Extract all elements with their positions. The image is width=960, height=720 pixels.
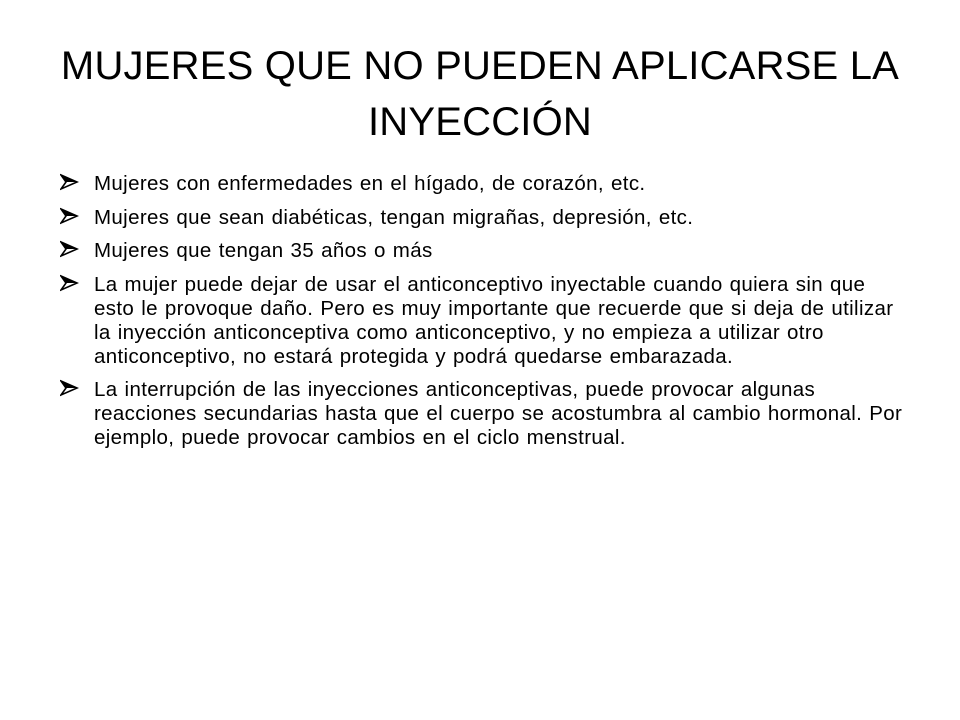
- bullet-text: La interrupción de las inyecciones anticonceptivas, puede provocar algunas reacciones secundarias hasta que el cuerpo se acostumbra al cambio hormonal. Por ejemplo, puede provocar cambios en el ciclo menstrual.: [94, 378, 903, 449]
- bullet-list: [60, 172, 910, 460]
- bullet-item: [60, 378, 910, 450]
- bullet-item: [60, 172, 910, 196]
- bullet-item: [60, 206, 910, 230]
- bullet-text: Mujeres con enfermedades en el hígado, de corazón, etc.: [94, 172, 646, 195]
- arrowhead-bullet-icon: [60, 239, 82, 263]
- bullet-text: La mujer puede dejar de usar el anticonceptivo inyectable cuando quiera sin que esto le provoque daño. Pero es muy importante que recuerde que si deja de utilizar la inyección anticonceptiva como anticonceptivo, y no empieza a utilizar otro anticonceptivo, no estará protegida y podrá quedarse embarazada.: [94, 272, 894, 368]
- arrowhead-bullet-icon: [60, 273, 82, 297]
- arrowhead-bullet-icon: [60, 172, 82, 196]
- arrowhead-bullet-icon: [60, 378, 82, 402]
- arrowhead-bullet-icon: [60, 206, 82, 230]
- bullet-item: [60, 273, 910, 369]
- bullet-text: Mujeres que tengan 35 años o más: [94, 239, 433, 262]
- bullet-item: [60, 239, 910, 263]
- bullet-text: Mujeres que sean diabéticas, tengan migrañas, depresión, etc.: [94, 205, 694, 229]
- slide-title: MUJERES QUE NO PUEDEN APLICARSE LA INYECCIÓN: [60, 44, 900, 144]
